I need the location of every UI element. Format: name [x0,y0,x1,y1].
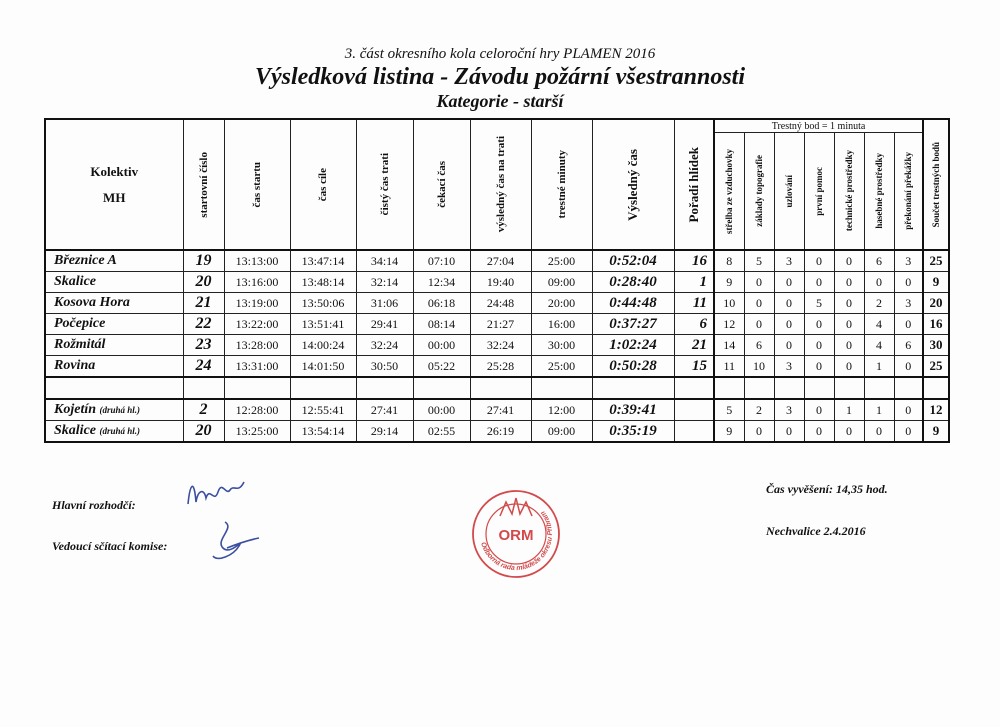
penalty-minutes-cell: 09:00 [531,272,592,293]
track-result-cell: 27:41 [470,399,531,421]
penalty-point-cell: 1 [864,356,894,378]
team-name: Březnice A [54,253,117,268]
final-time-cell: 0:44:48 [592,293,674,314]
penalty-point-cell: 0 [804,399,834,421]
penalty-point-cell: 0 [864,272,894,293]
penalty-point-cell: 0 [894,356,923,378]
header-trestny-bod: Trestný bod = 1 minuta [714,119,923,133]
penalty-point-cell: 3 [774,356,804,378]
document-title: Výsledková listina - Závodu požární všestrannosti [254,64,746,90]
penalty-point-cell: 0 [804,335,834,356]
table-row [45,356,949,378]
finish-time-cell: 14:00:24 [290,335,356,356]
wait-time-cell: 08:14 [413,314,470,335]
team-note: (druhá hl.) [99,405,141,415]
start-number-cell: 20 [183,272,224,293]
penalty-minutes-cell: 20:00 [531,293,592,314]
final-time-cell: 0:37:27 [592,314,674,335]
penalty-point-cell: 2 [864,293,894,314]
table-row [45,399,949,421]
start-number-cell: 20 [183,421,224,443]
net-time-cell: 27:41 [356,399,413,421]
penalty-point-cell: 14 [714,335,744,356]
penalty-point-cell: 0 [864,421,894,443]
penalty-point-cell: 0 [804,356,834,378]
header-hasebne: hasebné prostředky [864,133,894,251]
final-time-cell: 0:50:28 [592,356,674,378]
start-number-cell: 19 [183,250,224,272]
start-time-cell: 13:16:00 [224,272,290,293]
header-topografie: základy topografie [744,133,774,251]
finish-time-cell: 13:47:14 [290,250,356,272]
hlavni-rozhodci-label: Hlavní rozhodčí: [52,498,136,512]
penalty-point-cell: 0 [804,250,834,272]
signature-hlavni-rozhodci [180,474,250,514]
penalty-point-cell: 0 [744,272,774,293]
header-poradi: Pořadí hlídek [674,119,714,250]
team-name-cell [45,356,183,378]
penalty-point-cell: 0 [894,314,923,335]
start-number-cell: 21 [183,293,224,314]
wait-time-cell: 12:34 [413,272,470,293]
penalty-point-cell: 6 [894,335,923,356]
penalty-point-cell: 0 [744,421,774,443]
team-name: Rožmitál [54,337,106,352]
finish-time-cell: 13:51:41 [290,314,356,335]
rank-cell: 16 [674,250,714,272]
start-number-cell: 24 [183,356,224,378]
team-name: Kosova Hora [54,295,130,310]
penalty-point-cell: 0 [834,272,864,293]
penalty-point-cell: 0 [834,293,864,314]
penalty-point-cell: 3 [894,250,923,272]
stamp-ring-text: Odborná rada mládeže okresu Příbram [479,509,555,573]
penalty-point-cell: 0 [774,293,804,314]
table-row [45,293,949,314]
start-time-cell: 13:28:00 [224,335,290,356]
document-subtitle: 3. část okresního kola celoroční hry PLAMEN 2016 [344,46,656,62]
net-time-cell: 34:14 [356,250,413,272]
team-name-cell [45,335,183,356]
penalty-point-cell: 0 [804,272,834,293]
header-soucet: Součet trestných bodů [923,119,949,250]
penalty-total-cell: 16 [923,314,949,335]
penalty-point-cell: 4 [864,335,894,356]
team-name: Počepice [54,316,106,331]
penalty-total-cell: 12 [923,399,949,421]
start-time-cell: 12:28:00 [224,399,290,421]
net-time-cell: 32:24 [356,335,413,356]
penalty-total-cell: 20 [923,293,949,314]
table-row [45,421,949,443]
penalty-point-cell: 0 [834,335,864,356]
rank-cell: 15 [674,356,714,378]
start-time-cell: 13:13:00 [224,250,290,272]
header-strelba: střelba ze vzduchovky [714,133,744,251]
penalty-point-cell: 9 [714,421,744,443]
wait-time-cell: 06:18 [413,293,470,314]
final-time-cell: 1:02:24 [592,335,674,356]
penalty-point-cell: 0 [834,314,864,335]
penalty-point-cell: 0 [774,421,804,443]
team-name: Rovina [54,358,96,373]
start-time-cell: 13:22:00 [224,314,290,335]
penalty-point-cell: 8 [714,250,744,272]
header-cekaci-cas: čekací čas [413,119,470,250]
penalty-total-cell: 25 [923,250,949,272]
penalty-total-cell: 9 [923,272,949,293]
penalty-point-cell: 0 [834,250,864,272]
finish-time-cell: 13:50:06 [290,293,356,314]
penalty-minutes-cell: 25:00 [531,250,592,272]
penalty-point-cell: 0 [804,421,834,443]
separator-row [45,377,949,399]
track-result-cell: 32:24 [470,335,531,356]
penalty-total-cell: 30 [923,335,949,356]
penalty-point-cell: 4 [864,314,894,335]
penalty-point-cell: 1 [834,399,864,421]
penalty-point-cell: 0 [834,356,864,378]
header-trestne-minuty: trestné minuty [531,119,592,250]
penalty-point-cell: 3 [774,399,804,421]
net-time-cell: 29:41 [356,314,413,335]
cas-vyveseni-value: 14,35 hod. [835,482,888,496]
penalty-minutes-cell: 25:00 [531,356,592,378]
start-time-cell: 13:31:00 [224,356,290,378]
rank-cell: 1 [674,272,714,293]
header-prvni-pomoc: první pomoc [804,133,834,251]
penalty-point-cell: 0 [894,272,923,293]
penalty-minutes-cell: 12:00 [531,399,592,421]
cas-vyveseni [766,482,888,497]
finish-time-cell: 14:01:50 [290,356,356,378]
penalty-point-cell: 10 [714,293,744,314]
track-result-cell: 25:28 [470,356,531,378]
final-time-cell: 0:28:40 [592,272,674,293]
penalty-point-cell: 10 [744,356,774,378]
penalty-minutes-cell: 09:00 [531,421,592,443]
table-row [45,335,949,356]
penalty-total-cell: 25 [923,356,949,378]
final-time-cell: 0:35:19 [592,421,674,443]
team-name-cell [45,250,183,272]
header-cas-startu: čas startu [224,119,290,250]
header-uzlovani: uzlování [774,133,804,251]
net-time-cell: 29:14 [356,421,413,443]
team-name-cell [45,421,183,443]
penalty-point-cell: 1 [864,399,894,421]
penalty-point-cell: 3 [774,250,804,272]
net-time-cell: 31:06 [356,293,413,314]
penalty-point-cell: 2 [744,399,774,421]
wait-time-cell: 02:55 [413,421,470,443]
penalty-point-cell: 9 [714,272,744,293]
category-label: Kategorie - starší [436,91,564,111]
penalty-point-cell: 0 [744,293,774,314]
results-table [44,118,950,443]
start-time-cell: 13:25:00 [224,421,290,443]
penalty-point-cell: 6 [744,335,774,356]
vedouci-label: Vedoucí sčítací komise: [52,539,168,553]
penalty-total-cell: 9 [923,421,949,443]
penalty-point-cell: 6 [864,250,894,272]
track-result-cell: 26:19 [470,421,531,443]
penalty-point-cell: 0 [834,421,864,443]
penalty-point-cell: 0 [894,399,923,421]
final-time-cell: 0:52:04 [592,250,674,272]
track-result-cell: 27:04 [470,250,531,272]
place-date: Nechvalice 2.4.2016 [766,524,866,538]
wait-time-cell: 07:10 [413,250,470,272]
header-cas-cile: čas cíle [290,119,356,250]
start-number-cell: 23 [183,335,224,356]
team-name-cell [45,314,183,335]
finish-time-cell: 13:48:14 [290,272,356,293]
rank-cell: 21 [674,335,714,356]
header-startovni-cislo: startovní číslo [183,119,224,250]
header-vysledny-cas-trati: výsledný čas na trati [470,119,531,250]
finish-time-cell: 13:54:14 [290,421,356,443]
final-time-cell: 0:39:41 [592,399,674,421]
penalty-point-cell: 0 [774,272,804,293]
header-prekonani: překonání překážky [894,133,923,251]
team-name-cell [45,293,183,314]
rank-cell [674,421,714,443]
penalty-point-cell: 0 [744,314,774,335]
penalty-point-cell: 0 [774,335,804,356]
penalty-point-cell: 0 [774,314,804,335]
wait-time-cell: 00:00 [413,399,470,421]
penalty-point-cell: 5 [744,250,774,272]
table-row [45,314,949,335]
rank-cell: 6 [674,314,714,335]
penalty-point-cell: 0 [804,314,834,335]
finish-time-cell: 12:55:41 [290,399,356,421]
table-row [45,250,949,272]
net-time-cell: 32:14 [356,272,413,293]
signature-vedouci [205,518,265,566]
rank-cell: 11 [674,293,714,314]
header-kolektiv: Kolektiv MH [45,119,183,250]
penalty-point-cell: 12 [714,314,744,335]
orm-stamp [470,488,562,580]
cas-vyveseni-label: Čas vyvěšení: [766,482,833,496]
start-number-cell: 22 [183,314,224,335]
team-name: Skalice [54,274,96,289]
wait-time-cell: 00:00 [413,335,470,356]
penalty-point-cell: 5 [714,399,744,421]
team-name: Skalice [54,423,96,438]
table-row [45,272,949,293]
header-cisty-cas: čistý čas trati [356,119,413,250]
team-note: (druhá hl.) [99,426,141,436]
penalty-minutes-cell: 30:00 [531,335,592,356]
penalty-point-cell: 11 [714,356,744,378]
header-vysledny-cas: Výsledný čas [592,119,674,250]
track-result-cell: 24:48 [470,293,531,314]
header-technicke: technické prostředky [834,133,864,251]
team-name: Kojetín [54,402,97,417]
wait-time-cell: 05:22 [413,356,470,378]
start-time-cell: 13:19:00 [224,293,290,314]
penalty-minutes-cell: 16:00 [531,314,592,335]
penalty-point-cell: 3 [894,293,923,314]
track-result-cell: 19:40 [470,272,531,293]
track-result-cell: 21:27 [470,314,531,335]
penalty-point-cell: 5 [804,293,834,314]
penalty-point-cell: 0 [894,421,923,443]
team-name-cell [45,399,183,421]
team-name-cell [45,272,183,293]
rank-cell [674,399,714,421]
start-number-cell: 2 [183,399,224,421]
net-time-cell: 30:50 [356,356,413,378]
stamp-center-text: ORM [498,527,534,544]
